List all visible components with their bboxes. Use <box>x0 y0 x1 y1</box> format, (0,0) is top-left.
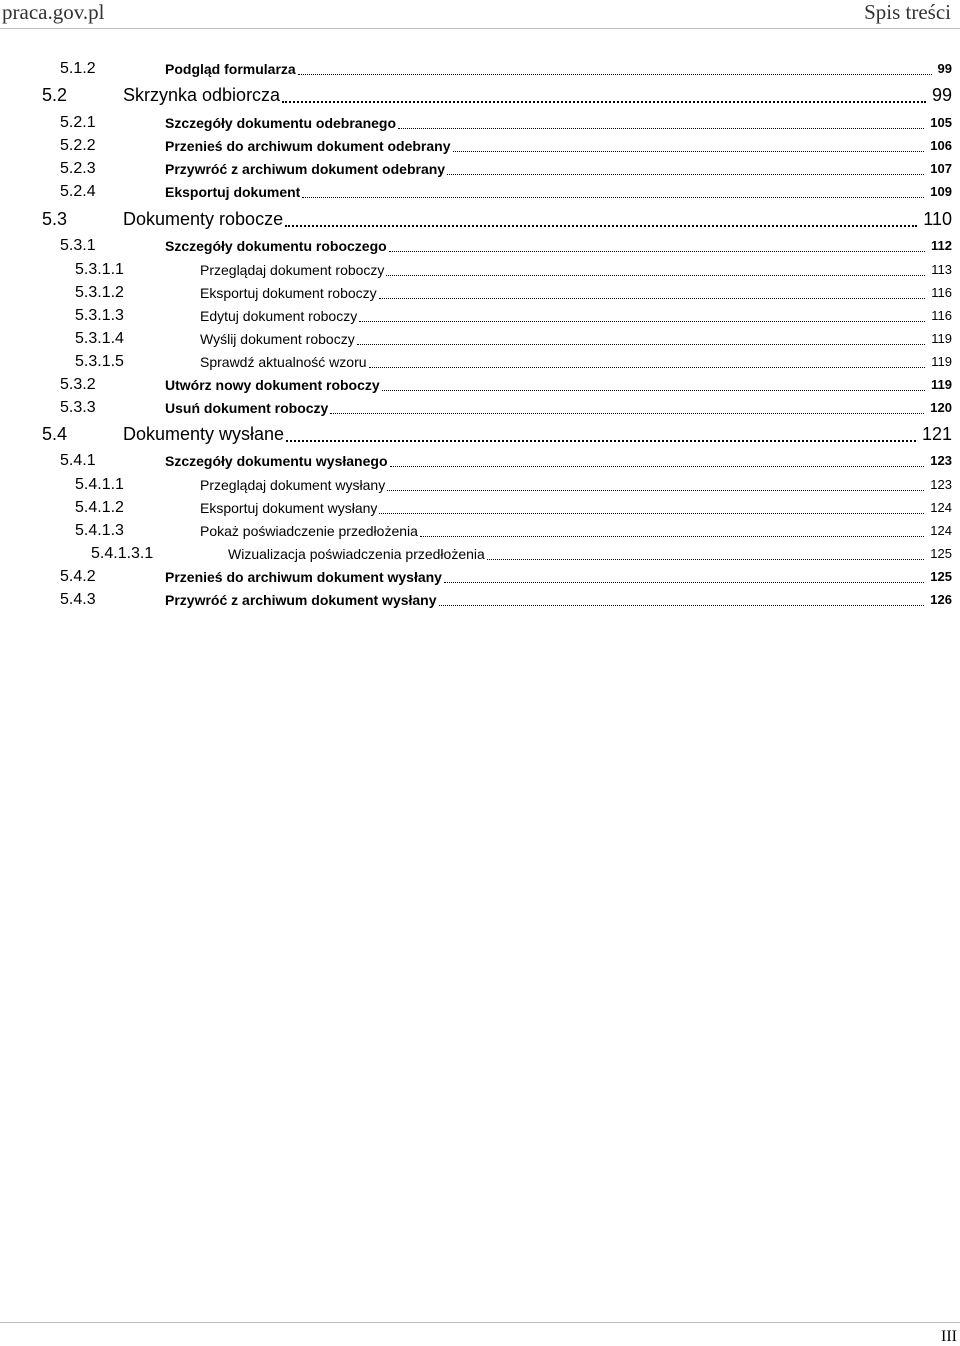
toc-entry-page: 107 <box>930 161 952 176</box>
toc-entry-page: 99 <box>937 61 952 76</box>
toc-entry-title: Eksportuj dokument roboczy <box>200 285 377 301</box>
toc-entry-title: Wyślij dokument roboczy <box>200 331 355 347</box>
toc-dot-leader <box>298 74 932 75</box>
toc-dot-leader <box>387 490 924 491</box>
toc-entry-page: 116 <box>931 308 952 323</box>
toc-entry-title: Szczegóły dokumentu odebranego <box>165 115 397 131</box>
toc-entry[interactable] <box>0 235 960 257</box>
toc-entry-title: Edytuj dokument roboczy <box>200 308 358 324</box>
toc-dot-leader <box>420 536 924 537</box>
toc-dot-leader <box>487 559 924 560</box>
toc-entry-page: 125 <box>930 546 952 561</box>
toc-entry[interactable] <box>0 450 960 472</box>
toc-entry-number: 5.4.1.3 <box>75 522 124 539</box>
toc-entry-page: 119 <box>931 377 952 392</box>
toc-entry[interactable] <box>0 328 960 350</box>
toc-dot-leader <box>282 101 926 103</box>
toc-entry-title: Utwórz nowy dokument roboczy <box>165 377 380 393</box>
toc-dot-leader <box>286 440 916 442</box>
toc-entry-title: Przenieś do archiwum dokument wysłany <box>165 569 442 585</box>
toc-entry-number: 5.3.3 <box>60 399 96 416</box>
toc-entry-number: 5.4.1 <box>60 452 96 469</box>
toc-entry-page: 121 <box>921 424 952 444</box>
footer-divider <box>0 1322 960 1323</box>
toc-dot-leader <box>330 413 924 414</box>
toc-entry[interactable] <box>0 135 960 157</box>
toc-entry-title: Przeglądaj dokument wysłany <box>200 477 386 493</box>
toc-entry[interactable] <box>0 497 960 519</box>
toc-entry-page: 109 <box>930 184 952 199</box>
toc-entry-title: Szczegóły dokumentu roboczego <box>165 238 387 254</box>
toc-dot-leader <box>444 582 924 583</box>
toc-entry-title: Wizualizacja poświadczenia przedłożenia <box>228 546 485 562</box>
toc-entry-page: 99 <box>931 85 952 105</box>
toc-entry-title: Pokaż poświadczenie przedłożenia <box>200 523 418 539</box>
toc-entry-title: Eksportuj dokument <box>165 184 301 200</box>
toc-entry-title: Skrzynka odbiorcza <box>123 85 281 105</box>
toc-entry-number: 5.2 <box>42 85 68 105</box>
toc-dot-leader <box>369 367 925 368</box>
toc-entry[interactable] <box>0 82 960 108</box>
toc-entry-title: Szczegóły dokumentu wysłanego <box>165 453 388 469</box>
toc-dot-leader <box>302 197 924 198</box>
toc-entry[interactable] <box>0 112 960 134</box>
toc-entry-page: 119 <box>931 331 952 346</box>
toc-entry[interactable] <box>0 351 960 373</box>
toc-entry-title: Dokumenty robocze <box>123 209 284 229</box>
toc-entry-page: 124 <box>930 523 952 538</box>
toc-entry-page: 110 <box>923 209 952 229</box>
toc-entry[interactable] <box>0 520 960 542</box>
toc-entry-page: 124 <box>930 500 952 515</box>
toc-dot-leader <box>453 151 924 152</box>
toc-entry-title: Podgląd formularza <box>165 61 296 77</box>
toc-entry-number: 5.4.1.2 <box>75 499 124 516</box>
toc-entry-number: 5.3.1.4 <box>75 330 124 347</box>
toc-entry-number: 5.2.4 <box>60 183 96 200</box>
toc-entry[interactable] <box>0 282 960 304</box>
toc-entry[interactable] <box>0 158 960 180</box>
toc-entry-page: 123 <box>930 453 952 468</box>
toc-entry[interactable] <box>0 259 960 281</box>
toc-entry-page: 123 <box>930 477 952 492</box>
toc-entry-number: 5.3.1.2 <box>75 284 124 301</box>
toc-dot-leader <box>389 251 925 252</box>
toc-entry-number: 5.4.3 <box>60 591 96 608</box>
toc-entry-page: 113 <box>931 262 952 277</box>
toc-dot-leader <box>439 605 924 606</box>
toc-dot-leader <box>386 275 925 276</box>
toc-entry[interactable] <box>0 543 960 565</box>
toc-entry-title: Przeglądaj dokument roboczy <box>200 262 385 278</box>
toc-entry-page: 125 <box>930 569 952 584</box>
toc-entry-number: 5.2.1 <box>60 114 96 131</box>
toc-entry[interactable] <box>0 206 960 232</box>
toc-entry[interactable] <box>0 58 960 80</box>
toc-entry-page: 126 <box>930 592 952 607</box>
toc-entry-title: Usuń dokument roboczy <box>165 400 329 416</box>
toc-entry[interactable] <box>0 181 960 203</box>
toc-dot-leader <box>398 128 924 129</box>
header-site-name: praca.gov.pl <box>2 0 105 24</box>
toc-entry[interactable] <box>0 374 960 396</box>
toc-entry-page: 119 <box>931 354 952 369</box>
toc-entry-page: 116 <box>931 285 952 300</box>
toc-dot-leader <box>359 321 925 322</box>
toc-entry-page: 105 <box>930 115 952 130</box>
toc-dot-leader <box>357 344 925 345</box>
toc-dot-leader <box>382 390 925 391</box>
toc-entry[interactable] <box>0 397 960 419</box>
toc-entry[interactable] <box>0 305 960 327</box>
toc-entry-title: Sprawdź aktualność wzoru <box>200 354 367 370</box>
toc-entry-number: 5.1.2 <box>60 60 96 77</box>
toc-dot-leader <box>285 225 917 227</box>
toc-dot-leader <box>379 298 925 299</box>
toc-entry[interactable] <box>0 421 960 447</box>
toc-entry-title: Eksportuj dokument wysłany <box>200 500 378 516</box>
header-section-title: Spis treści <box>864 0 951 24</box>
toc-entry-number: 5.3.1.1 <box>75 261 124 278</box>
toc-entry[interactable] <box>0 474 960 496</box>
toc-entry-title: Przywróć z archiwum dokument odebrany <box>165 161 446 177</box>
toc-entry-number: 5.2.3 <box>60 160 96 177</box>
toc-dot-leader <box>379 513 924 514</box>
footer-page-number: III <box>941 1328 957 1345</box>
toc-entry-number: 5.3.1.3 <box>75 307 124 324</box>
toc-entry-title: Przenieś do archiwum dokument odebrany <box>165 138 451 154</box>
toc-entry[interactable] <box>0 566 960 588</box>
toc-entry-number: 5.3.1 <box>60 237 96 254</box>
toc-entry-page: 106 <box>930 138 952 153</box>
toc-entry-number: 5.4 <box>42 424 68 444</box>
toc-entry-number: 5.4.2 <box>60 568 96 585</box>
toc-entry-number: 5.3 <box>42 209 68 229</box>
toc-entry-page: 120 <box>930 400 952 415</box>
toc-entry-title: Dokumenty wysłane <box>123 424 285 444</box>
header-divider <box>0 28 960 29</box>
toc-entry-page: 112 <box>931 238 952 253</box>
toc-entry-number: 5.3.2 <box>60 376 96 393</box>
toc-entry-number: 5.4.1.3.1 <box>91 545 154 562</box>
toc-entry[interactable] <box>0 589 960 611</box>
toc-entry-number: 5.2.2 <box>60 137 96 154</box>
toc-entry-title: Przywróć z archiwum dokument wysłany <box>165 592 437 608</box>
toc-entry-number: 5.3.1.5 <box>75 353 124 370</box>
toc-entry-number: 5.4.1.1 <box>75 476 124 493</box>
toc-dot-leader <box>447 174 924 175</box>
toc-dot-leader <box>390 466 924 467</box>
